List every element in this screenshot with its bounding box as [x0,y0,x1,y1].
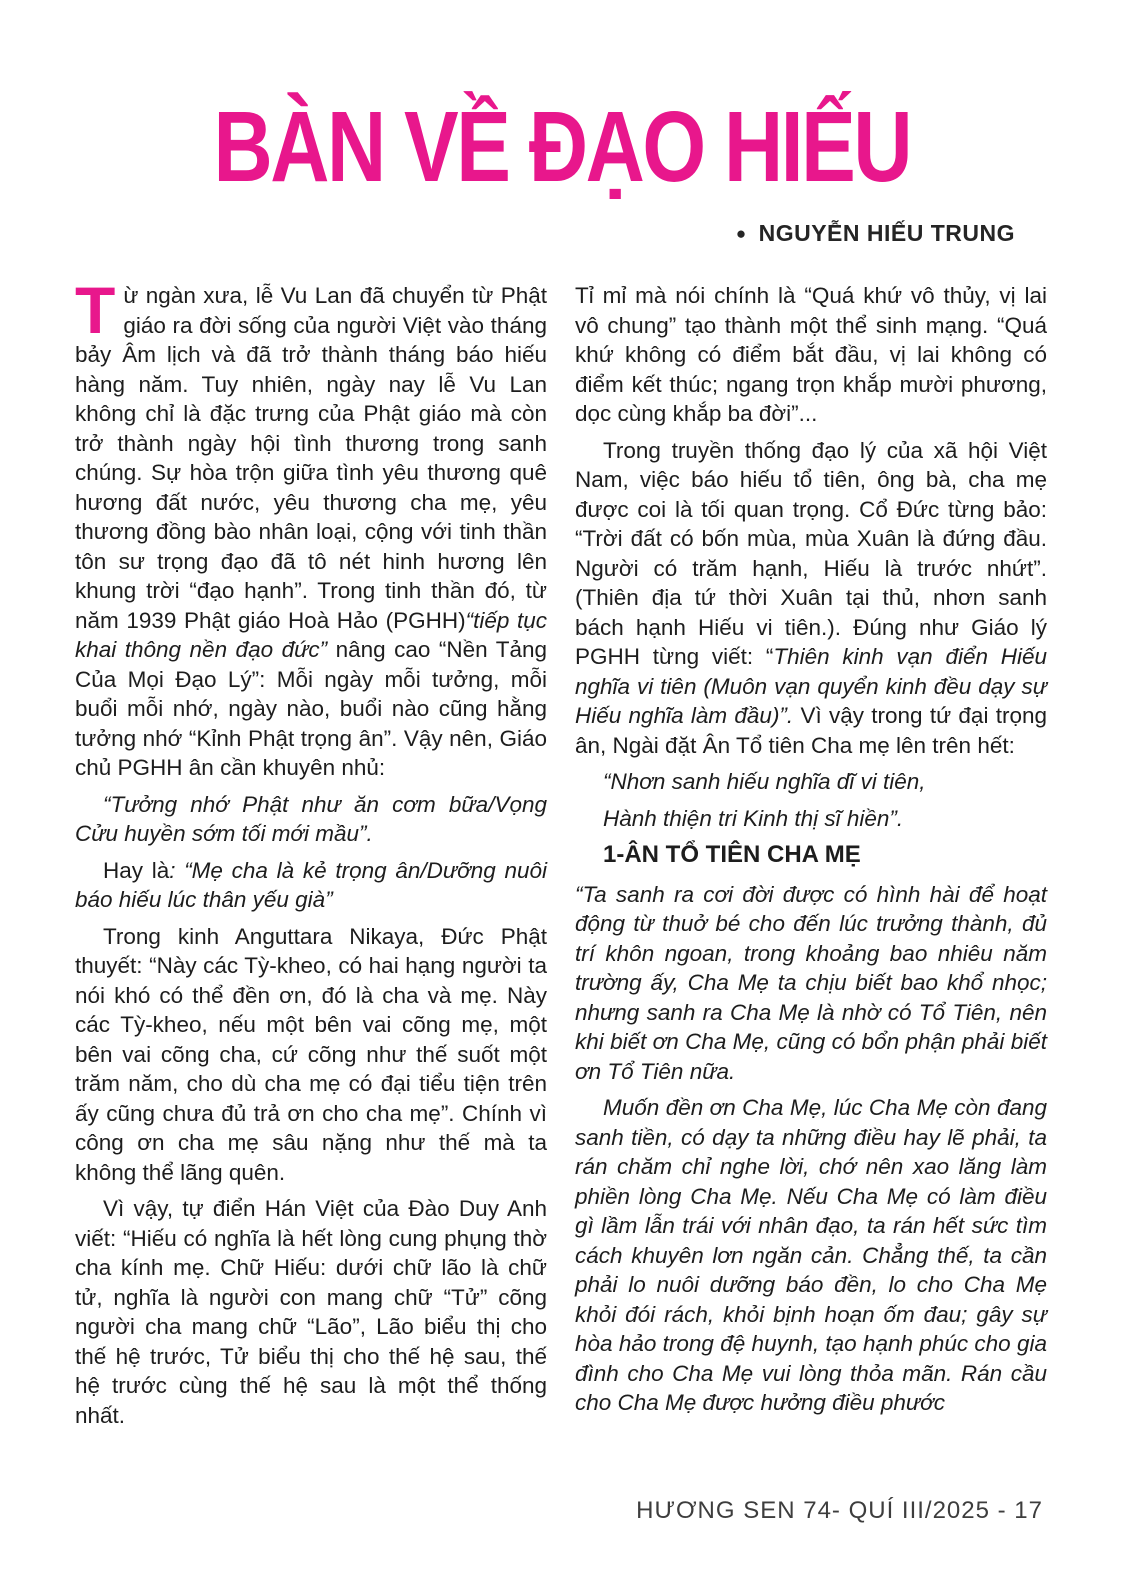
left-column [75,273,548,1437]
verse-line: “Nhơn sanh hiếu nghĩa dĩ vi tiên, [603,769,926,794]
page-footer: HƯƠNG SEN 74- QUÍ III/2025 - 17 [636,1497,1043,1524]
paragraph-text-italic: : “Mẹ cha là kẻ trọng ân/Dưỡng nuôi báo hiếu lúc thân yếu già” [75,857,547,912]
title-block [0,0,1123,203]
verse-line: Hành thiện tri Kinh thị sĩ hiền”. [603,805,904,831]
paragraph-text-italic: “tiếp tục khai thông nền đạo đức” [75,607,547,662]
section-heading: 1-ÂN TỔ TIÊN CHA MẸ [603,841,861,868]
right-column [575,281,1047,1437]
paragraph-text: Hay là [103,857,170,883]
paragraph-text: nâng cao “Nền Tảng Của Mọi Đạo Lý”: Mỗi ngày mỗi tưởng, mỗi buổi mỗi nhớ, ngày nào, buổi nào cũng hằng tưởng nhớ “Kỉnh Phật trọng ân”. Vậy nên, Giáo chủ PGHH ân cần khuyên nhủ: [75,637,548,780]
paragraph [75,856,547,915]
paragraph: Vì vậy, tự điển Hán Việt của Đào Duy Anh viết: “Hiếu có nghĩa là hết lòng cung phụng thờ cha kính mẹ. Chữ Hiếu: dưới chữ lão là chữ tử, nghĩa là người con mang chữ “Tử” cõng người cha mang chữ “Lão”, Lão biểu thị cho thế hệ trước, Tử biểu thị cho thế hệ sau, thế hệ trước cùng thế hệ sau là một thể thống nhất. [75,1196,547,1428]
paragraph [575,436,1047,761]
bullet-icon: ● [735,224,747,243]
article-body [75,273,1048,1437]
paragraph-dropcap [75,273,548,783]
article-title: BÀN VỀ ĐẠO HIẾU [213,91,910,203]
paragraph-italic: “Ta sanh ra cơi đời được có hình hài để hoạt động từ thuở bé cho đến lúc trưởng thành, đủ trí khôn ngoan, trong khoảng bao nhiêu năm trường ấy, Cha Mẹ ta chịu biết bao khổ nhọc; nhưng sanh ra Cha Mẹ là nhờ có Tổ Tiên, nên khi biết ơn Cha Mẹ, cũng có bổn phận phải biết ơn Tổ Tiên nữa. [575,881,1047,1084]
author-name: NGUYỄN HIẾU TRUNG [758,220,1015,246]
paragraph: Trong kinh Anguttara Nikaya, Đức Phật thuyết: “Này các Tỳ-kheo, có hai hạng người ta nói khó có thể đền ơn, đó là cha và mẹ. Này các Tỳ-kheo, nếu một bên vai cõng mẹ, một bên vai cõng cha, cứ cõng như thế suốt một trăm năm, cho dù cha mẹ có đại tiểu tiện trên ấy cũng chưa đủ trả ơn cho cha mẹ”. Chính vì công ơn cha mẹ sâu nặng như thế mà ta không thể lãng quên. [75,923,547,1185]
paragraph-italic: Muốn đền ơn Cha Mẹ, lúc Cha Mẹ còn đang sanh tiền, có dạy ta những điều hay lẽ phải, ta rán chăm chỉ nghe lời, chớ nên xao lăng làm phiền lòng Cha Mẹ. Nếu Cha Mẹ có làm điều gì lầm lẫn trái với nhân đạo, ta rán hết sức tìm cách khuyên lơn ngăn cản. Chẳng thế, ta cần phải lo nuôi dưỡng báo đền, lo cho Cha Mẹ khỏi đói rách, khỏi bịnh hoạn ốm đau; gây sự hòa hảo trong đệ huynh, tạo hạnh phúc cho gia đình cho Cha Mẹ vui lòng thỏa mãn. Rán cầu cho Cha Mẹ được hưởng điều phước [575,1095,1047,1415]
paragraph-continuation: Tỉ mỉ mà nói chính là “Quá khứ vô thủy, vị lai vô chung” tạo thành một thể sinh mạng. “Quá khứ không có điểm bắt đầu, vị lai không có điểm kết thúc; ngang trọn khắp mười phương, dọc cùng khắp ba đời”... [575,283,1047,426]
paragraph-text: ừ ngàn xưa, lễ Vu Lan đã chuyển từ Phật giáo ra đời sống của người Việt vào tháng bảy Âm lịch và đã trở thành tháng báo hiếu hàng năm. Tuy nhiên, ngày nay lễ Vu Lan không chỉ là đặc trưng của Phật giáo mà còn trở thành ngày hội tình thương trong sanh chúng. Sự hòa trộn giữa tình yêu thương quê hương đất nước, yêu thương cha mẹ, yêu thương đồng bào nhân loại, cộng với tinh thần tôn sư trọng đạo đã tô nét hinh hương lên khung trời “đạo hạnh”. Trong tinh thần đó, từ năm 1939 Phật giáo Hoà Hảo (PGHH) [75,283,547,633]
byline [0,220,1123,247]
paragraph-text: Trong truyền thống đạo lý của xã hội Việt Nam, việc báo hiếu tổ tiên, ông bà, cha mẹ được coi là tối quan trọng. Cổ Đức từng bảo: “Trời đất có bốn mùa, mùa Xuân là đứng đầu. Người có trăm hạnh, Hiếu là trước nhứt”. (Thiên địa tứ thời Xuân tại thủ, nhơn sanh bách hạnh Hiếu vi tiên.). Đúng như Giáo lý PGHH từng viết: “ [575,437,1047,669]
drop-cap: T [75,273,116,347]
paragraph-text-italic: Thiên kinh vạn điển Hiếu nghĩa vi tiên (Muôn vạn quyển kinh đều dạy sự Hiếu nghĩa làm đầu)”. [575,644,1048,728]
quote-paragraph: “Tưởng nhớ Phật như ăn cơm bữa/Vọng Cửu huyền sớm tối mới mầu”. [75,791,547,846]
paragraph-text: Vì vậy trong tứ đại trọng ân, Ngài đặt Ân Tổ tiên Cha mẹ lên trên hết: [575,703,1047,758]
